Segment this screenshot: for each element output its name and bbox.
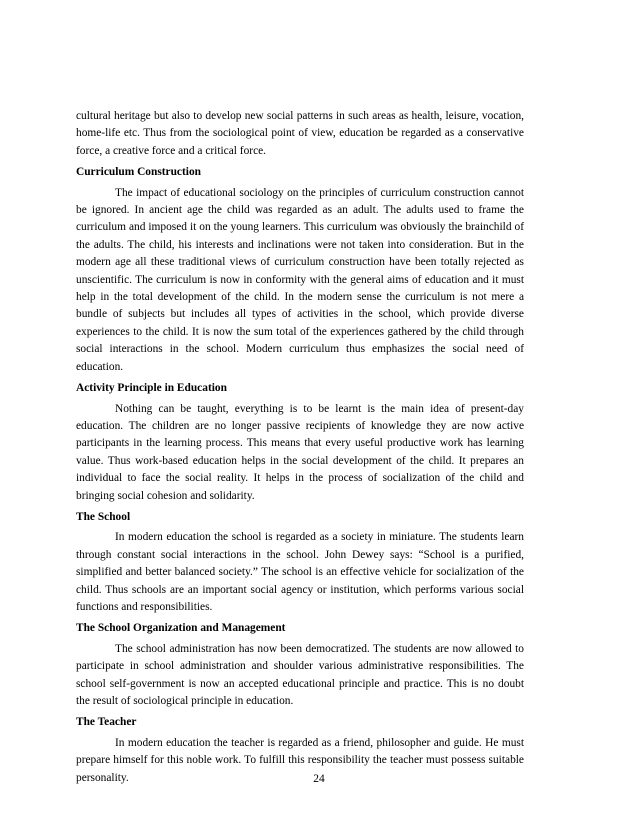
section-body-curriculum-construction: The impact of educational sociology on the principles of curriculum construction cannot be ignored. In ancient age the child was regarded as an adult. The adults used to frame the curriculum and imposed it on the young learners. This curriculum was obviously the brainchild of the adults. The child, his interests and inclinations were not taken into consideration. But in the modern age all these traditional views of curriculum construction have been totally rejected as unscientific. The curriculum is now in conformity with the general aims of education and it must help in the total development of the child. In the modern sense the curriculum is not mere a bundle of subjects but includes all types of activities in the school, which provide diverse experiences to the child. It is now the sum total of the experiences gathered by the child through social interactions in the school. Modern curriculum thus emphasizes the social need of education. [76, 186, 524, 373]
section-body-the-school: In modern education the school is regarded as a society in miniature. The students learn through constant social interactions in the school. John Dewey says: “School is a purified, simplified and better balanced society.” The school is an effective vehicle for socialization of the child. Thus schools are an important social agency or institution, which performs various social functions and responsibilities. [76, 531, 524, 613]
page-body [76, 108, 524, 787]
section-heading-school-organization: The School Organization and Management [76, 622, 286, 635]
section-body-school-organization: The school administration has now been democratized. The students are now allowed to participate in school administration and shoulder various administrative responsibilities. The school self-government is now an accepted educational principle and practice. This is no doubt the result of sociological principle in education. [76, 642, 524, 707]
section-heading-curriculum-construction: Curriculum Construction [76, 166, 201, 179]
section-heading-the-school: The School [76, 510, 131, 523]
section-heading-activity-principle: Activity Principle in Education [76, 382, 227, 395]
page-number: 24 [313, 773, 325, 785]
section-body-the-teacher: In modern education the teacher is regarded as a friend, philosopher and guide. He must prepare himself for this noble work. To fulfill this responsibility the teacher must possess suitable personality. [76, 736, 524, 784]
opening-paragraph: cultural heritage but also to develop new social patterns in such areas as health, leisure, vocation, home-life etc. Thus from the sociological point of view, education be regarded as a conservative force, a creative force and a critical force. [76, 110, 524, 157]
section-body-activity-principle: Nothing can be taught, everything is to be learnt is the main idea of present-day education. The children are no longer passive recipients of knowledge they are now active participants in the learning process. This means that every useful productive work has learning value. Thus work-based education helps in the social development of the child. It prepares an individual to face the social reality. It helps in the process of socialization of the child and bringing social cohesion and solidarity. [76, 402, 524, 502]
section-heading-the-teacher: The Teacher [76, 716, 137, 729]
